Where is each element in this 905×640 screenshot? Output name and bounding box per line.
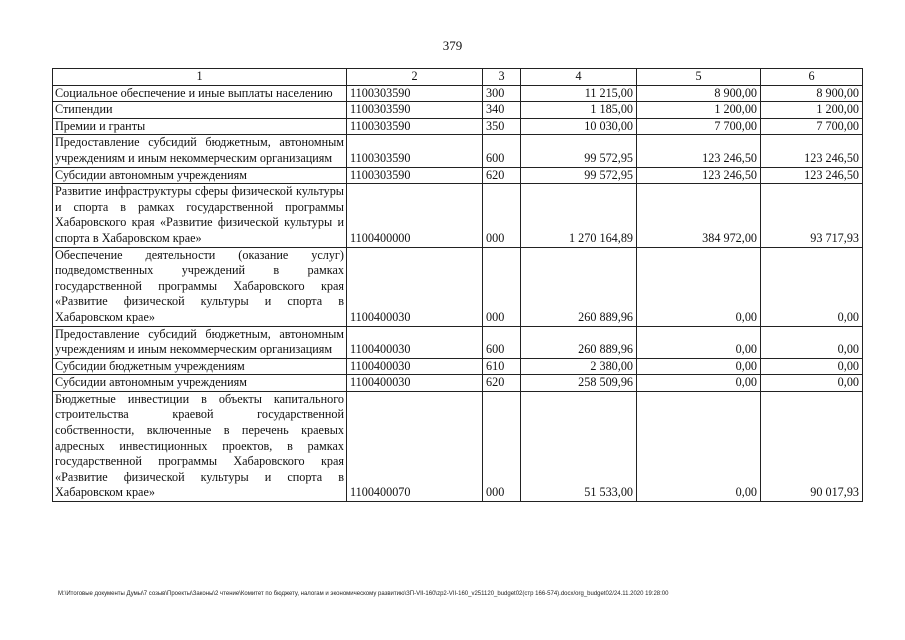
row-type-cell: 620 — [483, 375, 521, 392]
table-row — [53, 247, 863, 326]
row-code-cell: 1100400030 — [347, 247, 483, 326]
row-value-col4-cell: 1 270 164,89 — [521, 184, 637, 247]
row-value-col5-cell: 123 246,50 — [637, 135, 761, 167]
column-header: 4 — [521, 69, 637, 86]
row-name-cell: Предоставление субсидий бюджетным, автономным учреждениям и иным некоммерческим организациям — [53, 135, 347, 167]
table-row — [53, 167, 863, 184]
column-header: 2 — [347, 69, 483, 86]
row-value-col6-cell: 0,00 — [761, 326, 863, 358]
table-row — [53, 118, 863, 135]
table-row — [53, 326, 863, 358]
row-name-cell: Развитие инфраструктуры сферы физической культуры и спорта в рамках государственной программы Хабаровского края «Развитие физической культуры и спорта в Хабаровском крае» — [53, 184, 347, 247]
row-value-col6-cell: 123 246,50 — [761, 167, 863, 184]
row-value-col6-cell: 0,00 — [761, 375, 863, 392]
row-value-col5-cell: 384 972,00 — [637, 184, 761, 247]
row-name-cell: Социальное обеспечение и иные выплаты населению — [53, 85, 347, 102]
row-value-col5-cell: 123 246,50 — [637, 167, 761, 184]
row-type-cell: 340 — [483, 102, 521, 119]
row-code-cell: 1100303590 — [347, 85, 483, 102]
row-type-cell: 000 — [483, 247, 521, 326]
row-type-cell: 300 — [483, 85, 521, 102]
row-value-col5-cell: 0,00 — [637, 358, 761, 375]
budget-table — [52, 68, 863, 502]
row-type-cell: 600 — [483, 326, 521, 358]
row-type-cell: 000 — [483, 184, 521, 247]
row-name-cell: Субсидии автономным учреждениям — [53, 375, 347, 392]
row-value-col4-cell: 1 185,00 — [521, 102, 637, 119]
column-header: 3 — [483, 69, 521, 86]
row-code-cell: 1100400030 — [347, 326, 483, 358]
row-code-cell: 1100400030 — [347, 358, 483, 375]
row-value-col6-cell: 7 700,00 — [761, 118, 863, 135]
row-name-cell: Бюджетные инвестиции в объекты капитального строительства краевой государственной собственности, включенные в перечень краевых адресных инвестиционных проектов, в рамках государственной программы Хабаровского края «Развитие физической культуры и спорта в Хабаровском крае» — [53, 391, 347, 501]
row-code-cell: 1100400030 — [347, 375, 483, 392]
row-value-col4-cell: 99 572,95 — [521, 135, 637, 167]
row-name-cell: Премии и гранты — [53, 118, 347, 135]
table-row — [53, 184, 863, 247]
row-code-cell: 1100303590 — [347, 135, 483, 167]
row-type-cell: 000 — [483, 391, 521, 501]
column-header: 5 — [637, 69, 761, 86]
row-value-col6-cell: 0,00 — [761, 247, 863, 326]
row-name-cell: Стипендии — [53, 102, 347, 119]
row-name-cell: Субсидии бюджетным учреждениям — [53, 358, 347, 375]
document-path-footer: M:\Итоговые документы Думы\7 созыв\Проекты\Законы\2 чтение\Комитет по бюджету, налогам и экономическому развитию\ЗП-VII-160\zp2-VII-160_v251120_budget02(стр 166-574).docx/org_budget02/24.11.2020 19:28:00 — [58, 591, 669, 597]
row-value-col4-cell: 99 572,95 — [521, 167, 637, 184]
column-header: 6 — [761, 69, 863, 86]
row-type-cell: 610 — [483, 358, 521, 375]
row-value-col5-cell: 0,00 — [637, 375, 761, 392]
row-value-col5-cell: 1 200,00 — [637, 102, 761, 119]
row-value-col4-cell: 258 509,96 — [521, 375, 637, 392]
row-value-col4-cell: 51 533,00 — [521, 391, 637, 501]
row-value-col5-cell: 8 900,00 — [637, 85, 761, 102]
row-value-col4-cell: 2 380,00 — [521, 358, 637, 375]
column-header: 1 — [53, 69, 347, 86]
row-code-cell: 1100303590 — [347, 118, 483, 135]
table-row — [53, 135, 863, 167]
row-value-col6-cell: 0,00 — [761, 358, 863, 375]
row-value-col5-cell: 0,00 — [637, 391, 761, 501]
row-type-cell: 350 — [483, 118, 521, 135]
row-type-cell: 620 — [483, 167, 521, 184]
row-value-col4-cell: 260 889,96 — [521, 326, 637, 358]
page-number: 379 — [442, 38, 463, 53]
row-value-col6-cell: 8 900,00 — [761, 85, 863, 102]
row-value-col5-cell: 7 700,00 — [637, 118, 761, 135]
table-row — [53, 102, 863, 119]
row-name-cell: Предоставление субсидий бюджетным, автономным учреждениям и иным некоммерческим организациям — [53, 326, 347, 358]
row-value-col4-cell: 10 030,00 — [521, 118, 637, 135]
row-code-cell: 1100303590 — [347, 102, 483, 119]
row-value-col6-cell: 123 246,50 — [761, 135, 863, 167]
row-value-col6-cell: 93 717,93 — [761, 184, 863, 247]
row-value-col5-cell: 0,00 — [637, 247, 761, 326]
row-value-col6-cell: 1 200,00 — [761, 102, 863, 119]
row-value-col5-cell: 0,00 — [637, 326, 761, 358]
table-header-row — [53, 69, 863, 86]
row-name-cell: Обеспечение деятельности (оказание услуг) подведомственных учреждений в рамках государственной программы Хабаровского края «Развитие физической культуры и спорта в Хабаровском крае» — [53, 247, 347, 326]
row-value-col4-cell: 260 889,96 — [521, 247, 637, 326]
row-code-cell: 1100400070 — [347, 391, 483, 501]
row-code-cell: 1100303590 — [347, 167, 483, 184]
row-name-cell: Субсидии автономным учреждениям — [53, 167, 347, 184]
table-row — [53, 391, 863, 501]
table-row — [53, 85, 863, 102]
table-row — [53, 358, 863, 375]
row-value-col4-cell: 11 215,00 — [521, 85, 637, 102]
row-type-cell: 600 — [483, 135, 521, 167]
row-value-col6-cell: 90 017,93 — [761, 391, 863, 501]
table-row — [53, 375, 863, 392]
row-code-cell: 1100400000 — [347, 184, 483, 247]
